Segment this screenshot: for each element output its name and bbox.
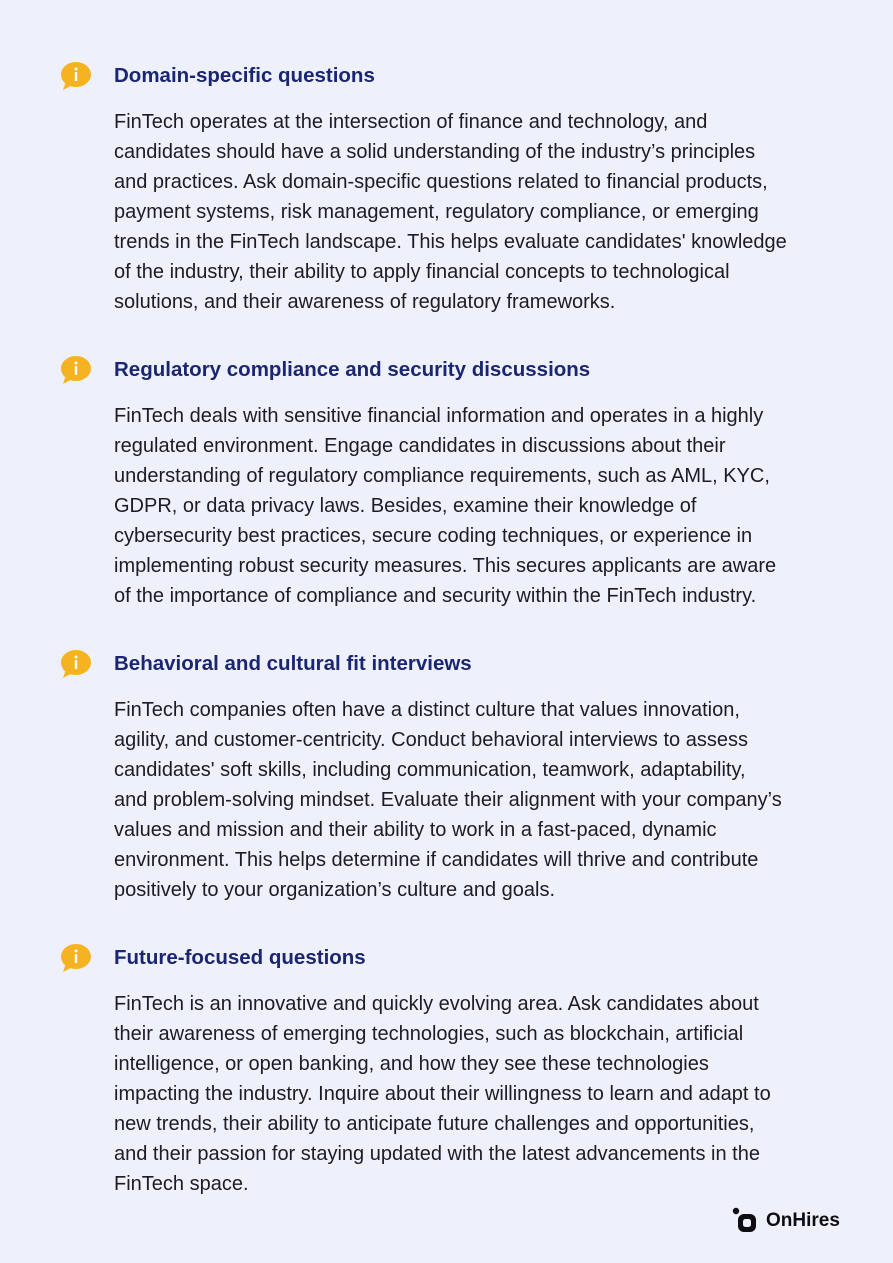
- section-title: Regulatory compliance and security discussions: [114, 358, 591, 381]
- info-speech-bubble-icon: [59, 649, 93, 679]
- info-speech-bubble-icon: [59, 943, 93, 973]
- section-title: Domain-specific questions: [114, 64, 375, 87]
- section-body: FinTech operates at the intersection of finance and technology, and candidates should have a solid understanding of the industry’s principles and practices. Ask domain-specific questions related to financial products, payment systems, risk management, regulatory compliance, or emerging trends in the FinTech landscape. This helps evaluate candidates' knowledge of the industry, their ability to apply financial concepts to technological solutions, and their awareness of regulatory frameworks.: [114, 111, 787, 313]
- onhires-logo-icon: [730, 1205, 762, 1237]
- section-body: FinTech deals with sensitive financial information and operates in a highly regulated environment. Engage candidates in discussions about their understanding of regulatory compliance requirements, such as AML, KYC, GDPR, or data privacy laws. Besides, examine their knowledge of cybersecurity best practices, secure coding techniques, or experience in implementing robust security measures. This secures applicants are aware of the importance of compliance and security within the FinTech industry.: [114, 405, 777, 607]
- section-title: Behavioral and cultural fit interviews: [114, 652, 472, 675]
- brand-name: OnHires: [766, 1210, 840, 1231]
- section-body: FinTech is an innovative and quickly evolving area. Ask candidates about their awareness of emerging technologies, such as blockchain, artificial intelligence, or open banking, and how they see these technologies impacting the industry. Inquire about their willingness to learn and adapt to new trends, their ability to anticipate future challenges and opportunities, and their passion for staying updated with the latest advancements in the FinTech space.: [114, 993, 771, 1195]
- section-body: FinTech companies often have a distinct culture that values innovation, agility, and customer-centricity. Conduct behavioral interviews to assess candidates' soft skills, including communication, teamwork, adaptability, and problem-solving mindset. Evaluate their alignment with your company’s values and mission and their ability to work in a fast-paced, dynamic environment. This helps determine if candidates will thrive and contribute positively to your organization’s culture and goals.: [114, 699, 782, 901]
- brand-logo: [730, 1203, 840, 1239]
- info-speech-bubble-icon: [59, 355, 93, 385]
- section-title: Future-focused questions: [114, 946, 366, 969]
- info-speech-bubble-icon: [59, 61, 93, 91]
